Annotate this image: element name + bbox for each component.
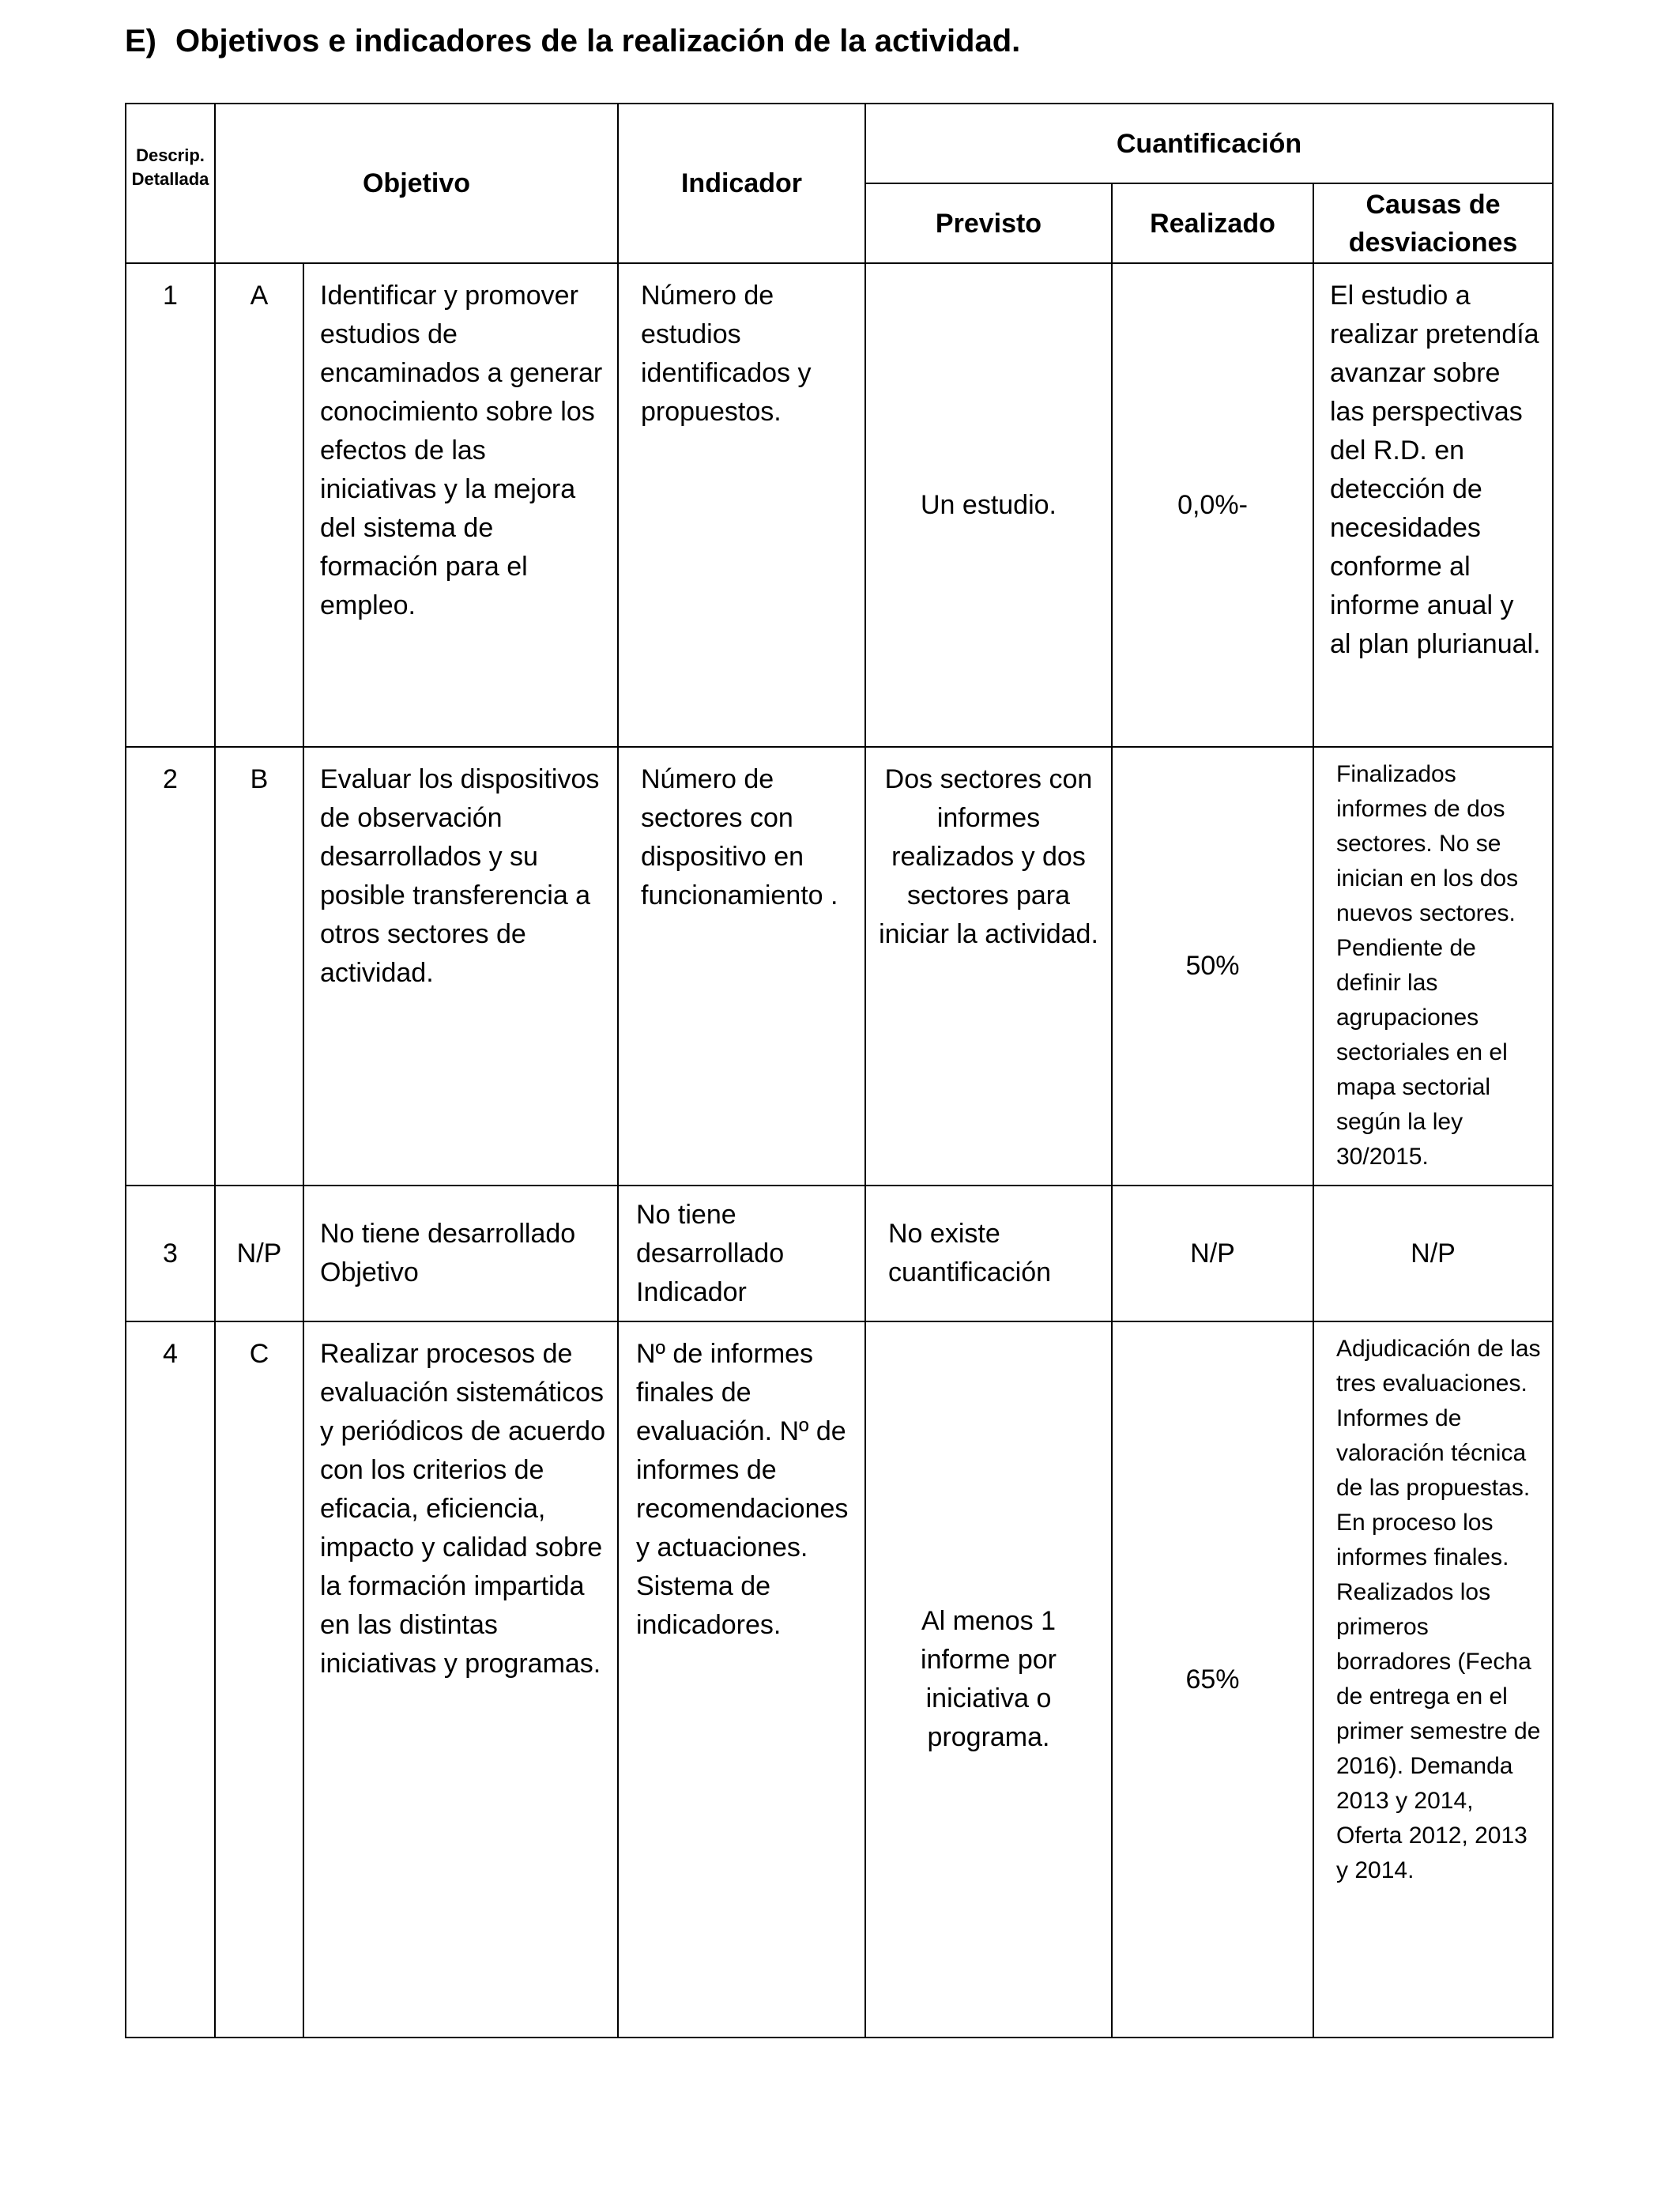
indicador-cell: Número de estudios identificados y propuestos. (618, 263, 865, 747)
page-title (125, 24, 1020, 59)
indicador-cell: Nº de informes finales de evaluación. Nº de informes de recomendaciones y actuaciones. Sistema de indicadores. (618, 1321, 865, 2038)
header-row-1 (126, 104, 1553, 183)
realizado-cell: N/P (1112, 1186, 1313, 1321)
table-row (126, 1321, 1553, 2038)
header-cuantificacion: Cuantificación (865, 104, 1553, 183)
section-label: E) (125, 24, 156, 58)
table-row (126, 747, 1553, 1186)
header-realizado: Realizado (1112, 183, 1313, 263)
header-causas: Causas de desviaciones (1313, 183, 1553, 263)
objetivo-cell: Realizar procesos de evaluación sistemáticos y periódicos de acuerdo con los criterios de eficacia, eficiencia, impacto y calidad sobre la formación impartida en las distintas iniciativas y programas. (303, 1321, 618, 2038)
indicador-cell: Número de sectores con dispositivo en funcionamiento . (618, 747, 865, 1186)
row-number: 3 (126, 1186, 215, 1321)
objectives-table (125, 103, 1554, 2038)
table-row (126, 263, 1553, 747)
section-title: Objetivos e indicadores de la realización de la actividad. (175, 24, 1021, 58)
row-number: 2 (126, 747, 215, 1186)
realizado-cell: 65% (1112, 1321, 1313, 2038)
header-descrip: Descrip. Detallada (126, 104, 215, 263)
row-number: 1 (126, 263, 215, 747)
header-previsto: Previsto (865, 183, 1112, 263)
indicador-cell: No tiene desarrollado Indicador (618, 1186, 865, 1321)
table-row (126, 1186, 1553, 1321)
realizado-cell: 0,0%- (1112, 263, 1313, 747)
causas-cell: Finalizados informes de dos sectores. No se inician en los dos nuevos sectores. Pendiente de definir las agrupaciones sectoriales en el mapa sectorial según la ley 30/2015. (1313, 747, 1553, 1186)
row-letter: B (215, 747, 303, 1186)
previsto-cell: Al menos 1 informe por iniciativa o programa. (865, 1321, 1112, 2038)
row-number: 4 (126, 1321, 215, 2038)
realizado-cell: 50% (1112, 747, 1313, 1186)
previsto-cell: Dos sectores con informes realizados y dos sectores para iniciar la actividad. (865, 747, 1112, 1186)
objetivo-cell: No tiene desarrollado Objetivo (303, 1186, 618, 1321)
header-indicador: Indicador (618, 104, 865, 263)
row-letter: A (215, 263, 303, 747)
row-letter: N/P (215, 1186, 303, 1321)
row-letter: C (215, 1321, 303, 2038)
objetivo-cell: Identificar y promover estudios de encaminados a generar conocimiento sobre los efectos de las iniciativas y la mejora del sistema de formación para el empleo. (303, 263, 618, 747)
causas-cell: N/P (1313, 1186, 1553, 1321)
causas-cell: El estudio a realizar pretendía avanzar sobre las perspectivas del R.D. en detección de necesidades conforme al informe anual y al plan plurianual. (1313, 263, 1553, 747)
previsto-cell: No existe cuantificación (865, 1186, 1112, 1321)
header-objetivo: Objetivo (215, 104, 618, 263)
objetivo-cell: Evaluar los dispositivos de observación desarrollados y su posible transferencia a otros sectores de actividad. (303, 747, 618, 1186)
causas-cell: Adjudicación de las tres evaluaciones. Informes de valoración técnica de las propuestas. En proceso los informes finales. Realizados los primeros borradores (Fecha de entrega en el primer semestre de 2016). Demanda 2013 y 2014, Oferta 2012, 2013 y 2014. (1313, 1321, 1553, 2038)
previsto-cell: Un estudio. (865, 263, 1112, 747)
